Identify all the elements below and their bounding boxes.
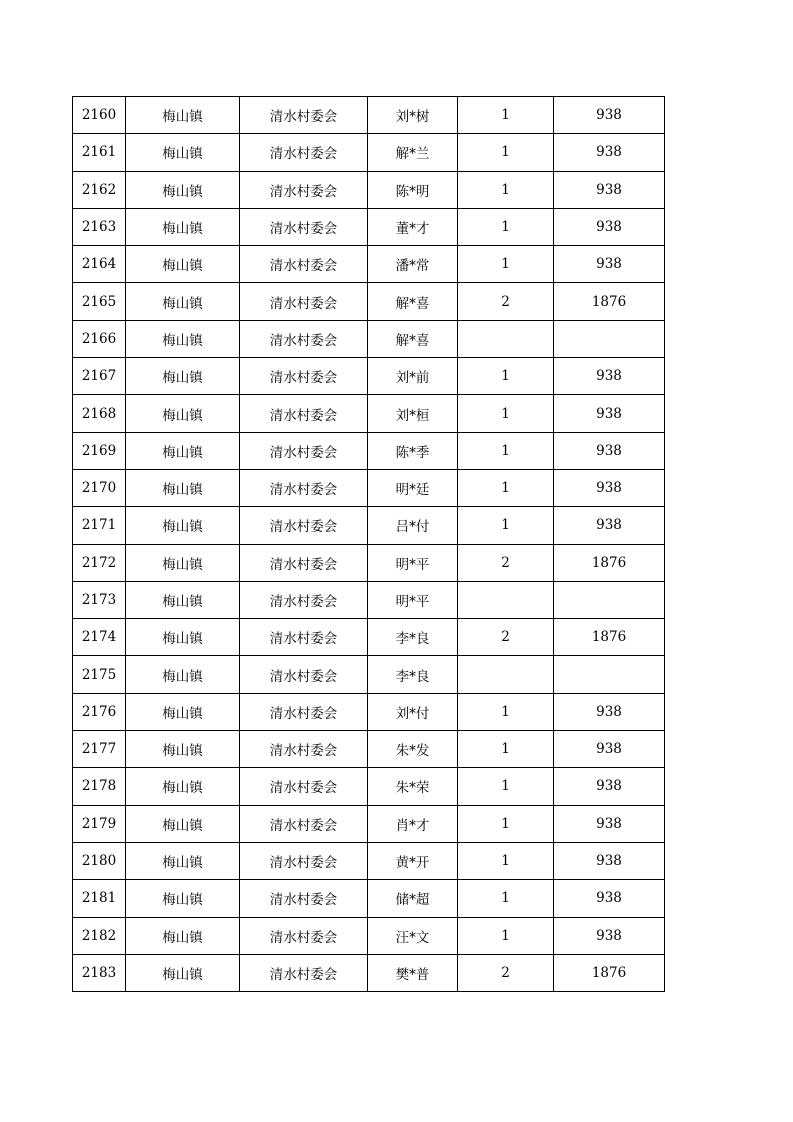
amount-cell: 938 [554,768,665,805]
row-number-cell: 2175 [73,656,126,693]
row-number-cell: 2170 [73,469,126,506]
count-cell: 1 [458,432,554,469]
data-table [72,96,665,992]
amount-cell: 938 [554,693,665,730]
row-number-cell: 2174 [73,619,126,656]
count-cell: 1 [458,693,554,730]
count-cell: 1 [458,842,554,879]
village-committee-cell: 清水村委会 [240,246,368,283]
person-name-cell: 刘*桓 [368,395,458,432]
row-number-cell: 2173 [73,581,126,618]
village-committee-cell: 清水村委会 [240,581,368,618]
row-number-cell: 2161 [73,134,126,171]
count-cell [458,656,554,693]
row-number-cell: 2178 [73,768,126,805]
village-committee-cell: 清水村委会 [240,544,368,581]
town-cell: 梅山镇 [126,731,240,768]
person-name-cell: 明*廷 [368,469,458,506]
row-number-cell: 2168 [73,395,126,432]
row-number-cell: 2163 [73,208,126,245]
amount-cell [554,320,665,357]
table-row [73,395,665,432]
village-committee-cell: 清水村委会 [240,283,368,320]
person-name-cell: 汪*文 [368,917,458,954]
amount-cell: 938 [554,507,665,544]
person-name-cell: 陈*明 [368,171,458,208]
amount-cell: 1876 [554,954,665,991]
count-cell: 1 [458,880,554,917]
person-name-cell: 储*超 [368,880,458,917]
town-cell: 梅山镇 [126,917,240,954]
town-cell: 梅山镇 [126,805,240,842]
amount-cell: 938 [554,842,665,879]
table-row [73,880,665,917]
town-cell: 梅山镇 [126,656,240,693]
village-committee-cell: 清水村委会 [240,432,368,469]
count-cell: 1 [458,469,554,506]
row-number-cell: 2183 [73,954,126,991]
person-name-cell: 李*良 [368,619,458,656]
town-cell: 梅山镇 [126,97,240,134]
count-cell: 2 [458,544,554,581]
village-committee-cell: 清水村委会 [240,320,368,357]
town-cell: 梅山镇 [126,283,240,320]
person-name-cell: 董*才 [368,208,458,245]
table-row [73,656,665,693]
table-row [73,842,665,879]
village-committee-cell: 清水村委会 [240,693,368,730]
town-cell: 梅山镇 [126,842,240,879]
person-name-cell: 陈*季 [368,432,458,469]
count-cell: 1 [458,208,554,245]
count-cell: 1 [458,395,554,432]
table-row [73,171,665,208]
row-number-cell: 2165 [73,283,126,320]
amount-cell: 938 [554,917,665,954]
table-row [73,507,665,544]
amount-cell: 938 [554,208,665,245]
amount-cell: 938 [554,171,665,208]
amount-cell: 938 [554,469,665,506]
row-number-cell: 2160 [73,97,126,134]
town-cell: 梅山镇 [126,581,240,618]
person-name-cell: 刘*前 [368,358,458,395]
table-row [73,469,665,506]
row-number-cell: 2182 [73,917,126,954]
town-cell: 梅山镇 [126,544,240,581]
count-cell: 1 [458,358,554,395]
town-cell: 梅山镇 [126,358,240,395]
count-cell [458,581,554,618]
town-cell: 梅山镇 [126,395,240,432]
town-cell: 梅山镇 [126,507,240,544]
count-cell: 1 [458,507,554,544]
town-cell: 梅山镇 [126,171,240,208]
town-cell: 梅山镇 [126,768,240,805]
count-cell: 1 [458,134,554,171]
table-body [73,97,665,992]
amount-cell: 938 [554,358,665,395]
table-row [73,805,665,842]
row-number-cell: 2180 [73,842,126,879]
row-number-cell: 2167 [73,358,126,395]
table-row [73,954,665,991]
table-row [73,97,665,134]
person-name-cell: 潘*常 [368,246,458,283]
count-cell: 2 [458,954,554,991]
count-cell: 1 [458,97,554,134]
person-name-cell: 解*喜 [368,283,458,320]
row-number-cell: 2169 [73,432,126,469]
town-cell: 梅山镇 [126,469,240,506]
town-cell: 梅山镇 [126,134,240,171]
table-row [73,917,665,954]
row-number-cell: 2166 [73,320,126,357]
village-committee-cell: 清水村委会 [240,768,368,805]
amount-cell: 938 [554,134,665,171]
person-name-cell: 明*平 [368,581,458,618]
town-cell: 梅山镇 [126,619,240,656]
village-committee-cell: 清水村委会 [240,208,368,245]
town-cell: 梅山镇 [126,320,240,357]
village-committee-cell: 清水村委会 [240,805,368,842]
village-committee-cell: 清水村委会 [240,358,368,395]
count-cell: 1 [458,917,554,954]
person-name-cell: 樊*普 [368,954,458,991]
town-cell: 梅山镇 [126,693,240,730]
village-committee-cell: 清水村委会 [240,469,368,506]
village-committee-cell: 清水村委会 [240,619,368,656]
row-number-cell: 2181 [73,880,126,917]
village-committee-cell: 清水村委会 [240,97,368,134]
table-row [73,208,665,245]
town-cell: 梅山镇 [126,880,240,917]
count-cell: 1 [458,731,554,768]
count-cell: 1 [458,768,554,805]
village-committee-cell: 清水村委会 [240,507,368,544]
row-number-cell: 2162 [73,171,126,208]
village-committee-cell: 清水村委会 [240,171,368,208]
person-name-cell: 黄*开 [368,842,458,879]
amount-cell: 938 [554,805,665,842]
count-cell: 1 [458,171,554,208]
person-name-cell: 朱*荣 [368,768,458,805]
row-number-cell: 2164 [73,246,126,283]
count-cell: 1 [458,246,554,283]
amount-cell [554,656,665,693]
village-committee-cell: 清水村委会 [240,395,368,432]
amount-cell: 938 [554,246,665,283]
amount-cell [554,581,665,618]
table-row [73,544,665,581]
row-number-cell: 2179 [73,805,126,842]
town-cell: 梅山镇 [126,432,240,469]
count-cell: 1 [458,805,554,842]
count-cell: 2 [458,283,554,320]
amount-cell: 938 [554,880,665,917]
town-cell: 梅山镇 [126,954,240,991]
amount-cell: 938 [554,97,665,134]
row-number-cell: 2171 [73,507,126,544]
amount-cell: 938 [554,731,665,768]
table-row [73,320,665,357]
table-row [73,619,665,656]
amount-cell: 1876 [554,619,665,656]
count-cell [458,320,554,357]
village-committee-cell: 清水村委会 [240,731,368,768]
amount-cell: 938 [554,395,665,432]
village-committee-cell: 清水村委会 [240,656,368,693]
village-committee-cell: 清水村委会 [240,842,368,879]
row-number-cell: 2177 [73,731,126,768]
table-row [73,134,665,171]
person-name-cell: 肖*才 [368,805,458,842]
table-row [73,731,665,768]
table-row [73,693,665,730]
count-cell: 2 [458,619,554,656]
person-name-cell: 解*喜 [368,320,458,357]
town-cell: 梅山镇 [126,246,240,283]
table-row [73,246,665,283]
table-row [73,283,665,320]
person-name-cell: 吕*付 [368,507,458,544]
person-name-cell: 刘*付 [368,693,458,730]
town-cell: 梅山镇 [126,208,240,245]
table-row [73,358,665,395]
table-row [73,432,665,469]
person-name-cell: 李*良 [368,656,458,693]
village-committee-cell: 清水村委会 [240,954,368,991]
village-committee-cell: 清水村委会 [240,134,368,171]
person-name-cell: 明*平 [368,544,458,581]
row-number-cell: 2172 [73,544,126,581]
table-row [73,768,665,805]
table-row [73,581,665,618]
row-number-cell: 2176 [73,693,126,730]
person-name-cell: 朱*发 [368,731,458,768]
person-name-cell: 刘*树 [368,97,458,134]
amount-cell: 1876 [554,283,665,320]
person-name-cell: 解*兰 [368,134,458,171]
amount-cell: 1876 [554,544,665,581]
village-committee-cell: 清水村委会 [240,917,368,954]
amount-cell: 938 [554,432,665,469]
village-committee-cell: 清水村委会 [240,880,368,917]
